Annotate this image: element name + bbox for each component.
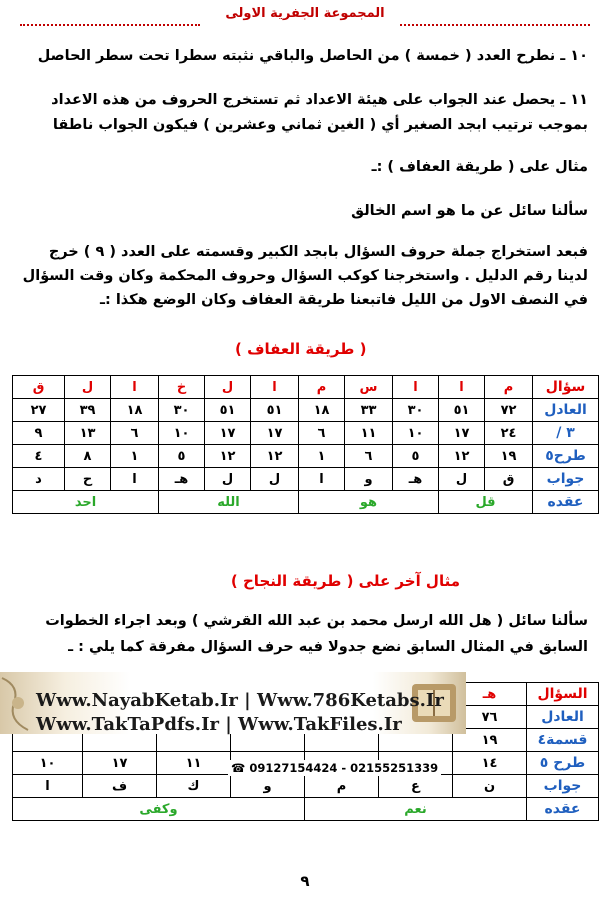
table1-row-division (13, 422, 599, 445)
cell: ا (111, 376, 159, 399)
row-label: العادل (533, 399, 599, 422)
cell: م (305, 775, 379, 798)
cell: هـ (393, 468, 439, 491)
cell: ٥ (159, 445, 205, 468)
cell: ٧٦ (453, 706, 527, 729)
question-text: سألنا سائل عن ما هو اسم الخالق (351, 203, 588, 219)
explanation-line-3: في النصف الاول من الليل فاتبعنا طريقة العفاف وكان الوضع هكذا :ـ (100, 292, 588, 308)
cell: ١ (111, 445, 159, 468)
cell: ١٣ (65, 422, 111, 445)
cell: ك (157, 775, 231, 798)
cell: ١ (299, 445, 345, 468)
section2-line-2: السابق في المثال السابق نضع جدولا فيه حرف السؤال مفرقة كما يلي : ـ (68, 639, 588, 655)
cell: ١٧ (205, 422, 251, 445)
row-label: جواب (533, 468, 599, 491)
cell: د (13, 468, 65, 491)
cell: ل (251, 468, 299, 491)
step-11 (51, 88, 588, 138)
cell: ع (379, 775, 453, 798)
explanation-paragraph (23, 240, 588, 312)
table1-row-subtract (13, 445, 599, 468)
cell: ١٠ (393, 422, 439, 445)
explanation-line-1: فبعد استخراج جملة حروف السؤال بابجد الكبير وقسمته على العدد ( ٩ ) خرج (48, 244, 588, 260)
row-label: ٣ / (533, 422, 599, 445)
cell: ١٢ (205, 445, 251, 468)
table1-row-question (13, 376, 599, 399)
phone-icon: ☎ (231, 761, 246, 775)
question-line (351, 200, 588, 222)
example-heading-text: مثال على ( طريقة العفاف ) :ـ (371, 159, 588, 175)
cell: ٣٩ (65, 399, 111, 422)
cell: ١٧ (439, 422, 485, 445)
cell: ١٢ (439, 445, 485, 468)
section2-line-1: سألنا سائل ( هل الله ارسل محمد بن عبد الله القرشي ) وبعد اجراء الخطوات (45, 613, 588, 629)
cell: قل (439, 491, 533, 514)
cell: و (345, 468, 393, 491)
cell: ١١ (345, 422, 393, 445)
cell: ٥١ (205, 399, 251, 422)
cell: ٢٧ (13, 399, 65, 422)
cell: ا (13, 775, 83, 798)
watermark-line-2: Www.TakTaPdfs.Ir | Www.TakFiles.Ir (36, 714, 402, 735)
cell: ٩ (13, 422, 65, 445)
cell: و (231, 775, 305, 798)
table1-row-answer (13, 468, 599, 491)
row-label: سؤال (533, 376, 599, 399)
cell: ق (485, 468, 533, 491)
cell: ٣٠ (393, 399, 439, 422)
cell: هـ (453, 683, 527, 706)
cell: ن (453, 775, 527, 798)
cell: ق (13, 376, 65, 399)
cell: ا (111, 468, 159, 491)
cell: احد (13, 491, 159, 514)
cell: ا (299, 468, 345, 491)
cell: ١٠ (159, 422, 205, 445)
table1 (12, 375, 599, 514)
cell: ل (205, 468, 251, 491)
cell: ٥ (393, 445, 439, 468)
cell: ٢٤ (485, 422, 533, 445)
row-label: قسمة٤ (527, 729, 599, 752)
section2-paragraph (45, 608, 588, 660)
table2-row-knot (13, 798, 599, 821)
cell: ١٧ (251, 422, 299, 445)
cell: ١٠ (13, 752, 83, 775)
cell: ١٩ (453, 729, 527, 752)
cell: ٦ (111, 422, 159, 445)
row-label: عقده (533, 491, 599, 514)
cell: ا (439, 376, 485, 399)
explanation-line-2: لدينا رقم الدليل . واستخرجنا كوكب السؤال وحروف المحكمة وكان وقت السؤال (22, 268, 588, 284)
cell: م (485, 376, 533, 399)
cell: نعم (305, 798, 527, 821)
cell: ٦ (345, 445, 393, 468)
header-dotted-line-right (400, 24, 590, 26)
row-label: عقده (527, 798, 599, 821)
cell: ا (251, 376, 299, 399)
step-10-text: ١٠ ـ نطرح العدد ( خمسة ) من الحاصل والباقي نثبته سطرا تحت سطر الحاصل (37, 48, 588, 64)
cell: ل (65, 376, 111, 399)
row-label: السؤال (527, 683, 599, 706)
row-label: طرح٥ (533, 445, 599, 468)
cell: ١٨ (111, 399, 159, 422)
header-title: المجموعة الجفرية الاولى (225, 6, 385, 21)
cell: ٥١ (439, 399, 485, 422)
ornament-left-icon (0, 672, 40, 734)
cell: ٨ (65, 445, 111, 468)
cell: ل (439, 468, 485, 491)
cell: ل (205, 376, 251, 399)
table1-row-adil (13, 399, 599, 422)
cell: ١١ (157, 752, 231, 775)
example-heading (372, 156, 588, 178)
section2-title: مثال آخر على ( طريقة النجاح ) (230, 572, 460, 590)
cell: ا (393, 376, 439, 399)
cell: ف (83, 775, 157, 798)
cell: الله (159, 491, 299, 514)
table1-row-knot (13, 491, 599, 514)
cell: م (299, 376, 345, 399)
cell: ٥١ (251, 399, 299, 422)
cell: ١٤ (453, 752, 527, 775)
cell: هو (299, 491, 439, 514)
step-11-line-1: ١١ ـ يحصل عند الجواب على هيئة الاعداد ثم تستخرج الحروف من هذه الاعداد (51, 92, 588, 108)
watermark-phone-number: 09127154424 - 02155251339 (249, 761, 439, 775)
cell: ٣٠ (159, 399, 205, 422)
header-dotted-line-left (20, 24, 200, 26)
cell: ٣٣ (345, 399, 393, 422)
cell: هـ (159, 468, 205, 491)
cell: ح (65, 468, 111, 491)
watermark-line-1: Www.NayabKetab.Ir | Www.786Ketabs.Ir (36, 690, 444, 711)
cell: ١٩ (485, 445, 533, 468)
cell: وكفى (13, 798, 305, 821)
row-label: جواب (527, 775, 599, 798)
cell: ١٢ (251, 445, 299, 468)
table1-title: ( طريقة العفاف ) (235, 340, 367, 358)
watermark-phone (228, 760, 441, 776)
cell: خ (159, 376, 205, 399)
cell: ٦ (299, 422, 345, 445)
cell: س (345, 376, 393, 399)
step-10 (38, 45, 588, 67)
page-header (20, 4, 590, 30)
row-label: طرح ٥ (527, 752, 599, 775)
cell: ١٧ (83, 752, 157, 775)
page-number: ٩ (300, 872, 310, 890)
cell: ٤ (13, 445, 65, 468)
table2-row-answer (13, 775, 599, 798)
row-label: العادل (527, 706, 599, 729)
cell: ١٨ (299, 399, 345, 422)
cell: ٧٢ (485, 399, 533, 422)
step-11-line-2: بموجب ترتيب ابجد الصغير أي ( الغين ثماني وعشرين ) فيكون الجواب ناطقا (52, 117, 588, 133)
